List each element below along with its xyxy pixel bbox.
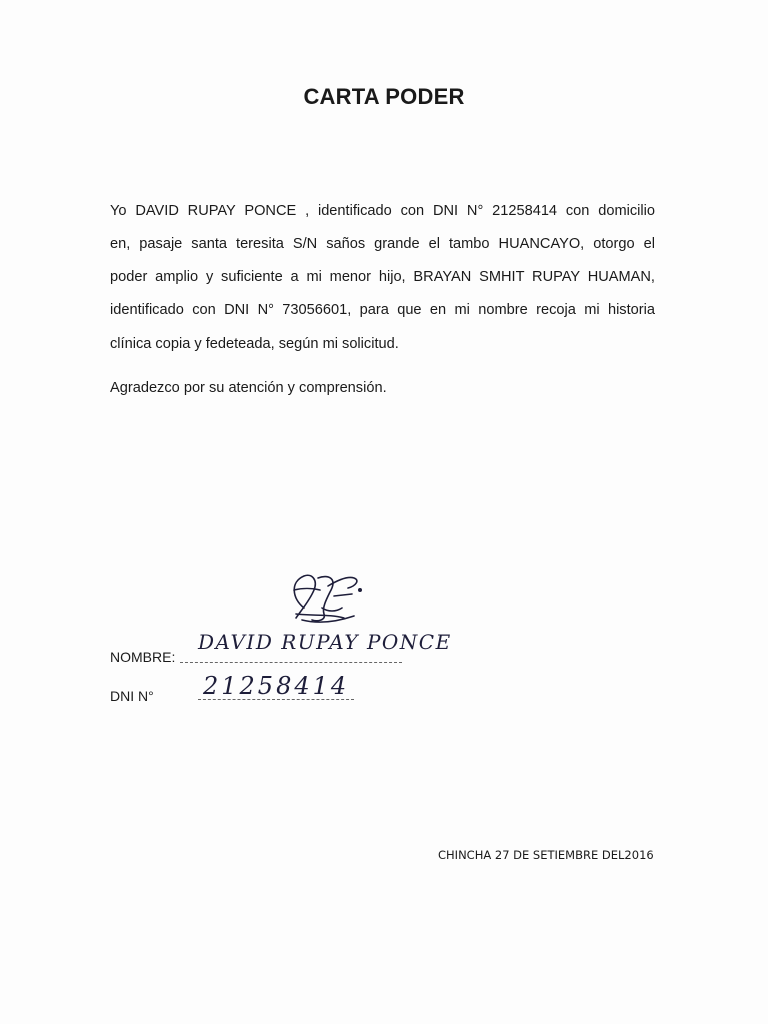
paragraph-line-3: poder amplio y suficiente a mi menor hijo, BRAYAN SMHIT RUPAY HUAMAN, [110, 269, 655, 285]
paragraph-line-1: Yo DAVID RUPAY PONCE , identificado con DNI N° 21258414 con domicilio [110, 203, 655, 219]
handwritten-name: DAVID RUPAY PONCE [198, 630, 452, 654]
dni-signature-line [198, 699, 354, 700]
thanks-text: Agradezco por su atención y comprensión. [110, 380, 387, 396]
name-label: NOMBRE: [110, 649, 176, 665]
name-signature-line [180, 662, 402, 663]
paragraph-line-2: en, pasaje santa teresita S/N saños grande el tambo HUANCAYO, otorgo el [110, 236, 655, 252]
document-title: CARTA PODER [303, 84, 465, 109]
paragraph-line-4: identificado con DNI N° 73056601, para que en mi nombre recoja mi historia [110, 302, 655, 318]
paragraph-line-5: clínica copia y fedeteada, según mi solicitud. [110, 336, 399, 352]
dni-label: DNI N° [110, 688, 154, 704]
signature-icon [282, 568, 372, 630]
place-date: CHINCHA 27 DE SETIEMBRE DEL2016 [438, 848, 654, 862]
handwritten-dni: 21258414 [203, 672, 350, 700]
